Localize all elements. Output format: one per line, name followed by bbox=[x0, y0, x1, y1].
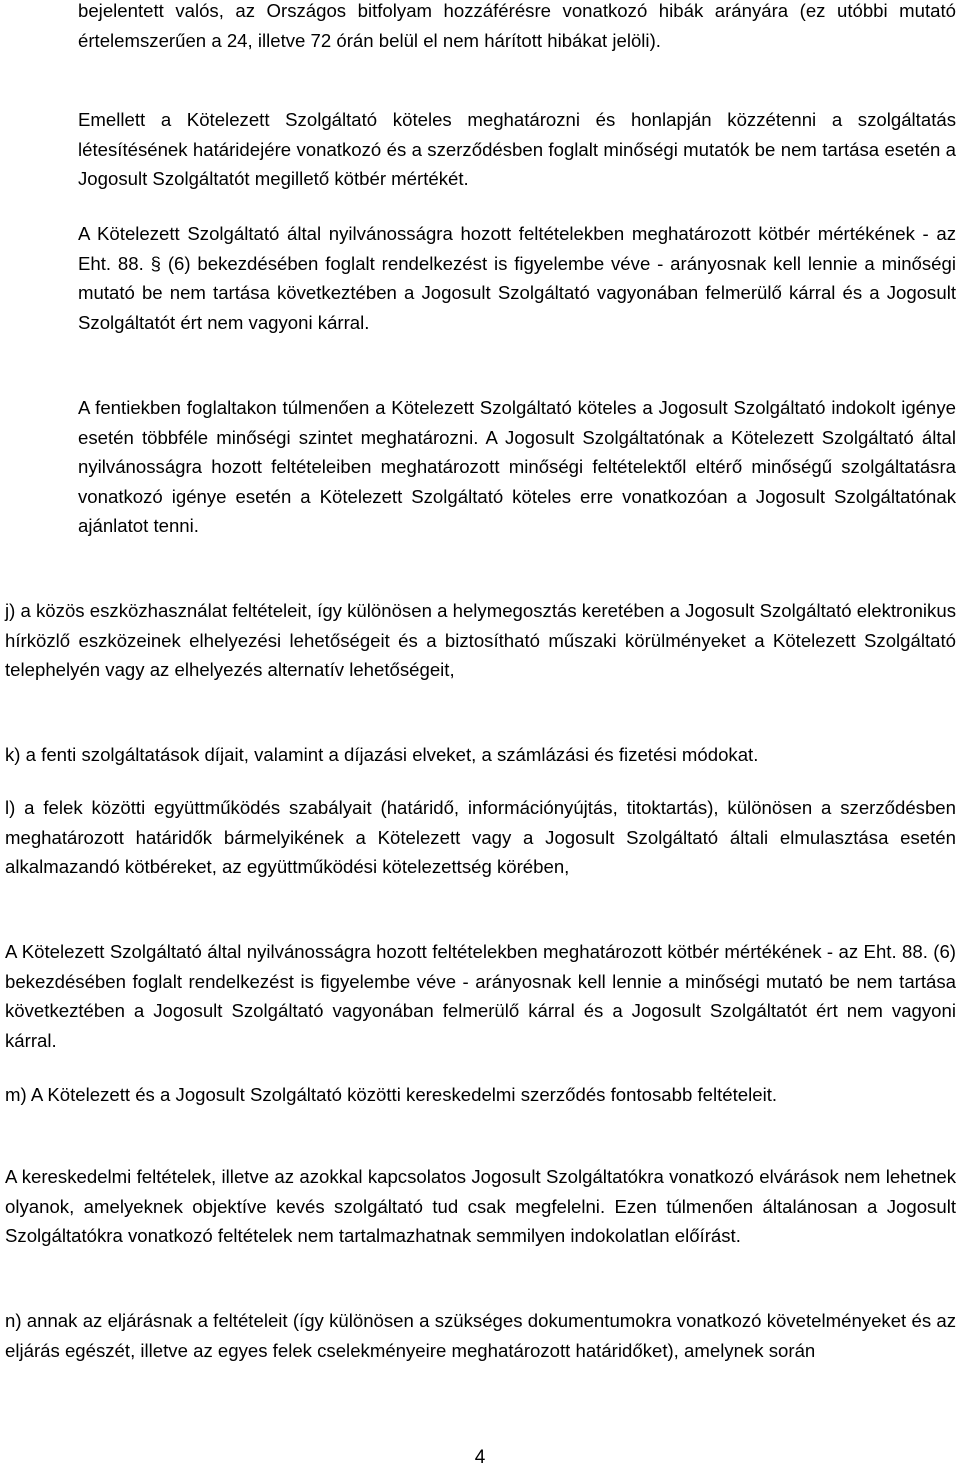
paragraph-item-m: m) A Kötelezett és a Jogosult Szolgáltató közötti kereskedelmi szerződés fontosabb feltételeit. bbox=[5, 1084, 778, 1105]
paragraph-item-k: k) a fenti szolgáltatások díjait, valamint a díjazási elveket, a számlázási és fizetési módokat. bbox=[5, 744, 759, 765]
paragraph-quality-levels: A fentiekben foglaltakon túlmenően a Kötelezett Szolgáltató köteles a Jogosult Szolgáltató indokolt igénye esetén többféle minőségi szintet meghatározni. A Jogosult Szolgáltatónak a Kötelezett Szolgáltató által nyilvánosságra hozott feltételeiben meghatározott minőségi feltételektől eltérő minőségű szolgáltatásra vonatkozó igénye esetén a Kötelezett Szolgáltató köteles erre vonatkozóan a Jogosult Szolgáltatónak ajánlatot tenni. bbox=[78, 397, 956, 536]
page-number: 4 bbox=[474, 1447, 486, 1468]
paragraph-item-l: l) a felek közötti együttműködés szabályait (határidő, információnyújtás, titoktartás), különösen a szerződésben meghatározott határidők bármelyikének a Kötelezett vagy a Jogosult Szolgáltató általi elmulasztása esetén alkalmazandó kötbéreket, az együttműködési kötelezettség körében, bbox=[5, 797, 956, 877]
paragraph-item-n: n) annak az eljárásnak a feltételeit (így különösen a szükséges dokumentumokra vonatkozó követelményeket és az eljárás egészét, illetve az egyes felek cselekményeire meghatározott határidőket), amelynek során bbox=[5, 1310, 956, 1361]
paragraph-kotber-repeat: A Kötelezett Szolgáltató által nyilvánosságra hozott feltételekben meghatározott kötbér mértékének - az Eht. 88. (6) bekezdésében foglalt rendelkezést is figyelembe véve - arányosnak kell lennie a minőségi mutató be nem tartása következtében a Jogosult Szolgáltató vagyonában felmerülő kárral és a Jogosult Szolgáltatót ért nem vagyoni kárral. bbox=[5, 941, 956, 1051]
paragraph-continuation: bejelentett valós, az Országos bitfolyam hozzáférésre vonatkozó hibák arányára (ez utóbbi mutató értelemszerűen a 24, illetve 72 órán belül el nem hárított hibákat jelöli). bbox=[78, 0, 956, 51]
paragraph-commercial-terms: A kereskedelmi feltételek, illetve az azokkal kapcsolatos Jogosult Szolgáltatókra vonatkozó elvárások nem lehetnek olyanok, amelyeknek objektíve kevés szolgáltató tud csak megfelelni. Ezen túlmenően általánosan a Jogosult Szolgáltatókra vonatkozó feltételek nem tartalmazhatnak semmilyen indokolatlan előírást. bbox=[5, 1166, 956, 1246]
paragraph-kotber-proportionality: A Kötelezett Szolgáltató által nyilvánosságra hozott feltételekben meghatározott kötbér mértékének - az Eht. 88. § (6) bekezdésében foglalt rendelkezést is figyelembe véve - arányosnak kell lennie a minőségi mutató be nem tartása következtében a Jogosult Szolgáltató vagyonában felmerülő kárral és a Jogosult Szolgáltatót ért nem vagyoni kárral. bbox=[78, 223, 956, 333]
paragraph-item-j: j) a közös eszközhasználat feltételeit, így különösen a helymegosztás keretében a Jogosult Szolgáltató elektronikus hírközlő eszközeinek elhelyezési lehetőségeit és a biztosítható műszaki körülményeket a Kötelezett Szolgáltató telephelyén vagy az elhelyezés alternatív lehetőségeit, bbox=[5, 600, 956, 680]
paragraph-kotber-publication: Emellett a Kötelezett Szolgáltató köteles meghatározni és honlapján közzétenni a szolgáltatás létesítésének határidejére vonatkozó és a szerződésben foglalt minőségi mutatók be nem tartása esetén a Jogosult Szolgáltatót megillető kötbér mértékét. bbox=[78, 109, 956, 189]
